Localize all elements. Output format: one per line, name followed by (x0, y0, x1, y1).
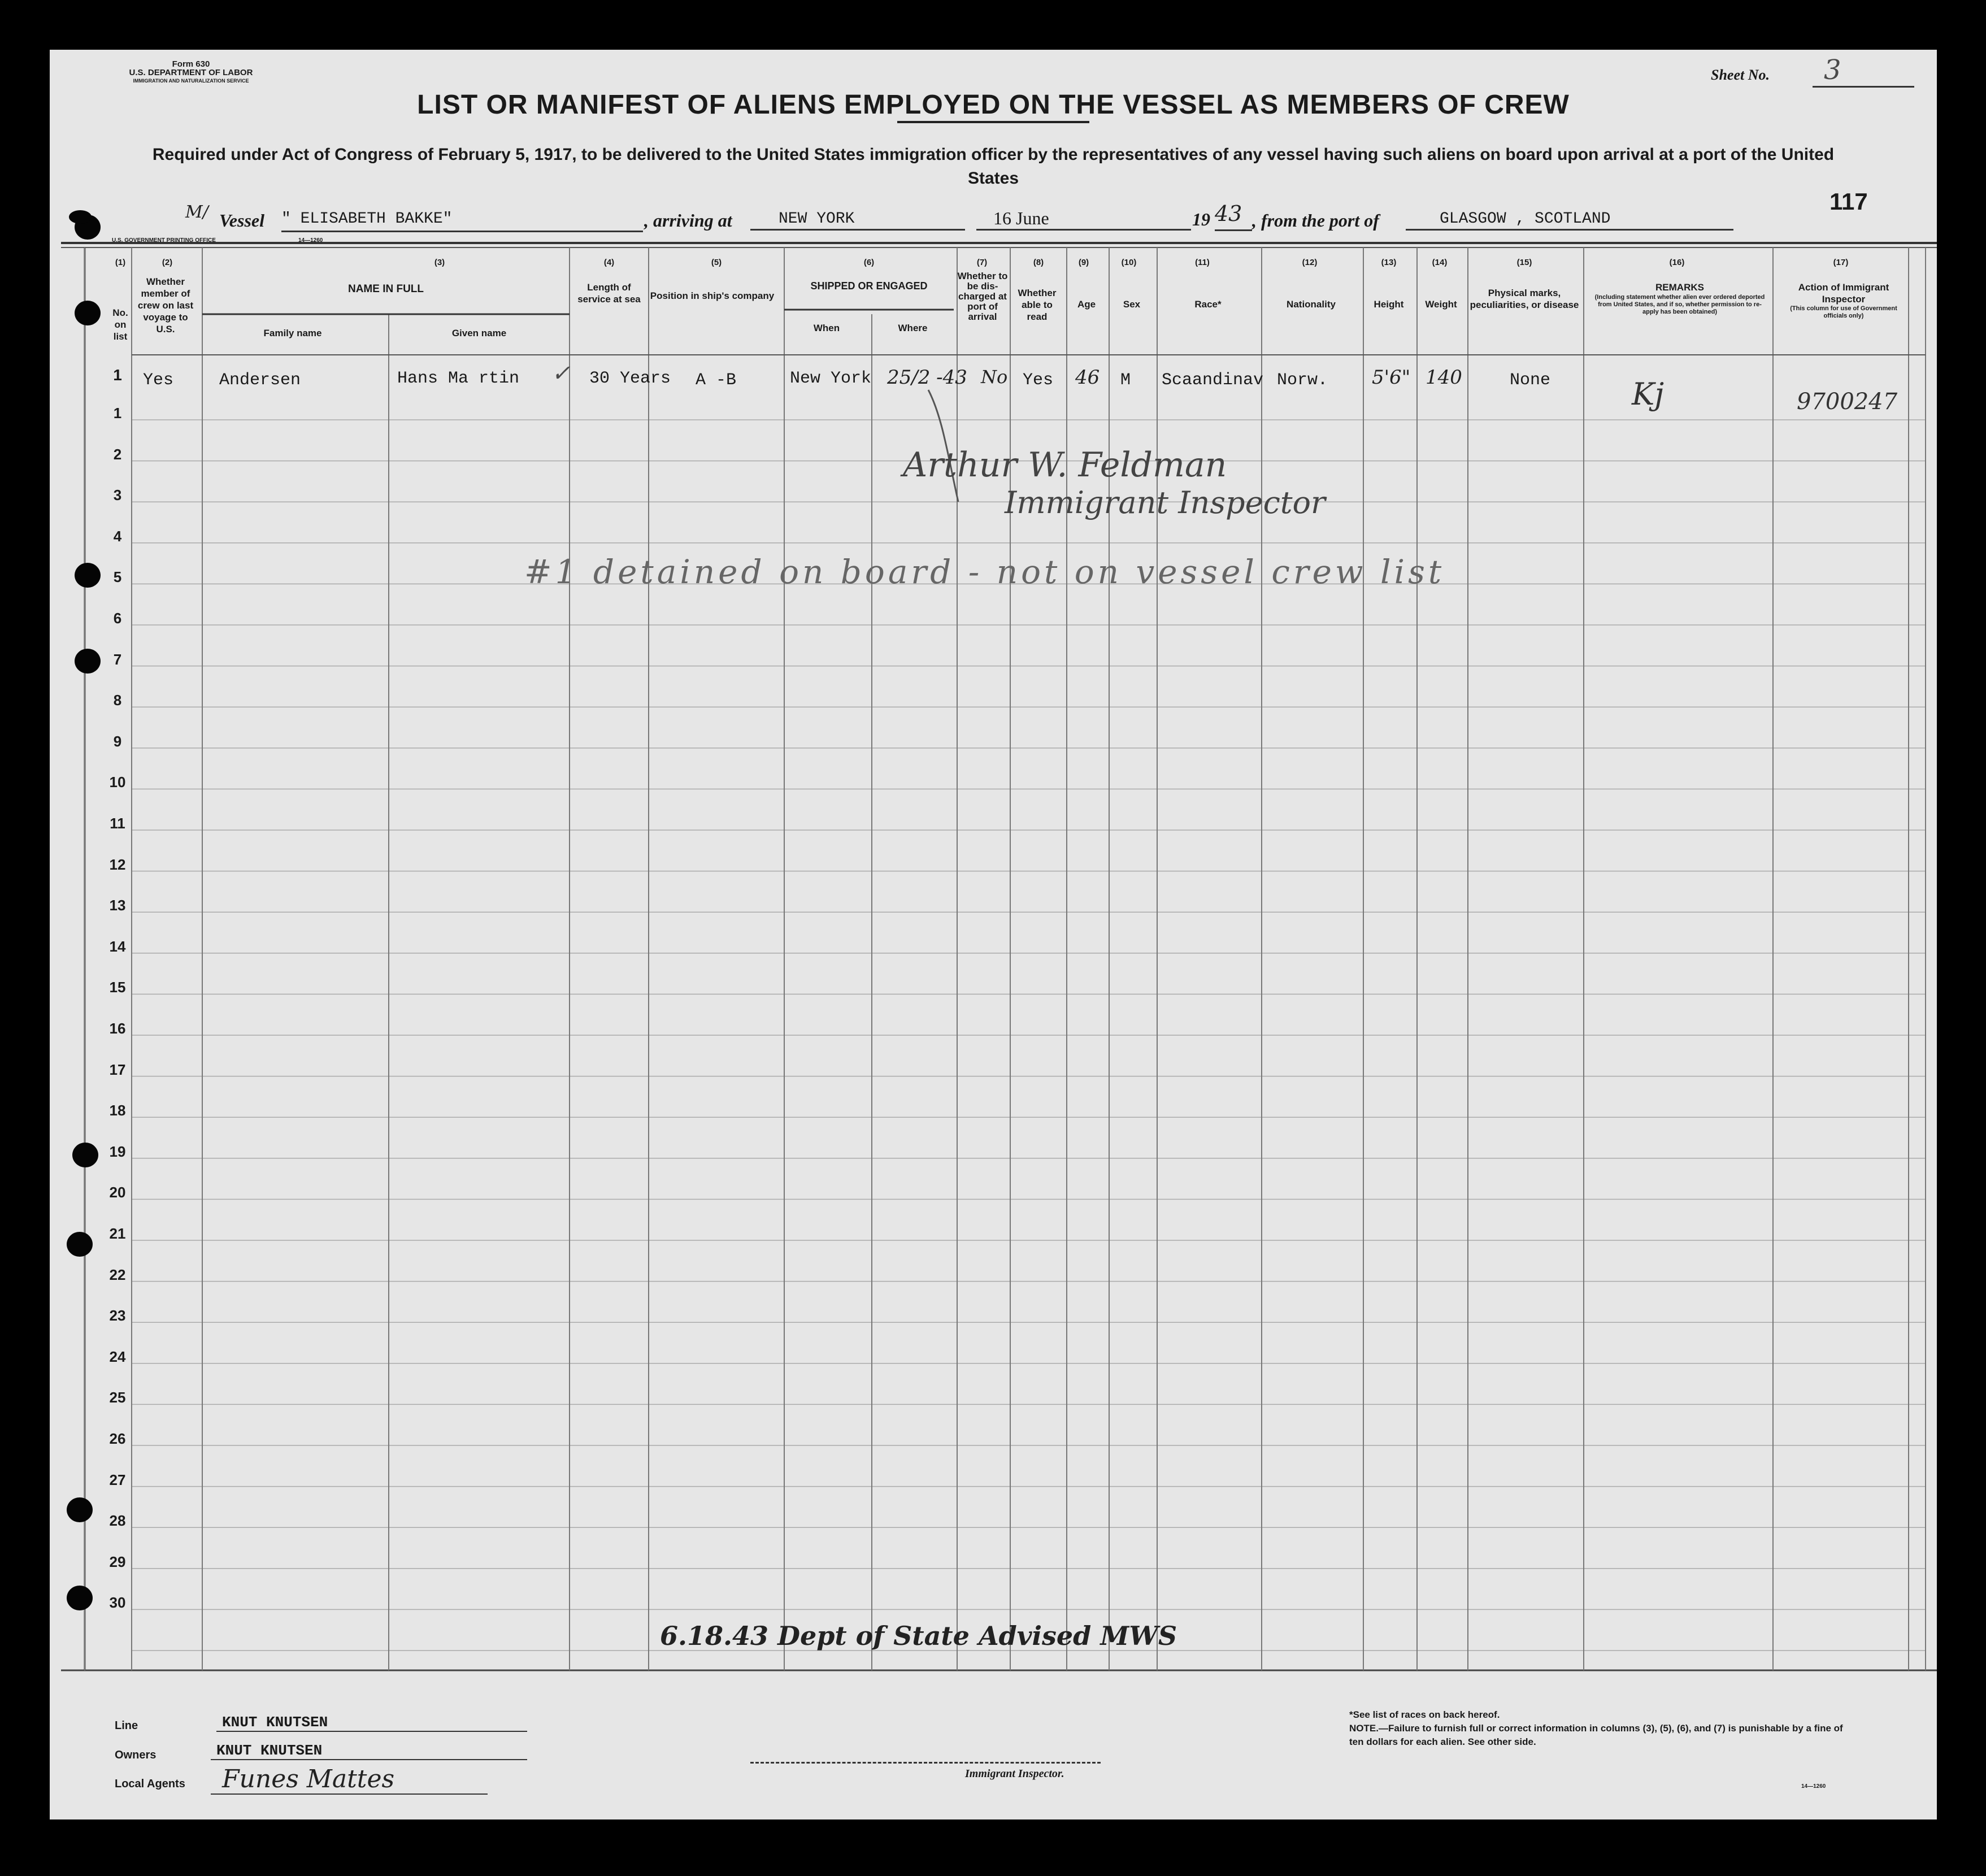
column-number: (3) (434, 258, 445, 267)
row-number: 8 (113, 692, 122, 709)
row-number: 27 (109, 1471, 126, 1488)
page-subtitle: Required under Act of Congress of February 5, 1917, to be delivered to the United States immigration officer by the representatives of any vessel having such aliens on board upon arrival at a port of the United States (152, 145, 1835, 188)
arrival-port: NEW YORK (750, 210, 965, 231)
printing-code: 14—1260 (298, 237, 323, 244)
row-number: 16 (109, 1020, 126, 1037)
vessel-prefix: M/ (185, 202, 208, 222)
owners-label: Owners (115, 1749, 157, 1761)
entry-weight: 140 (1426, 366, 1462, 389)
col-sex: Sex (1123, 299, 1141, 310)
arrival-date: 16 June (976, 208, 1191, 231)
row-number: 2 (113, 445, 122, 463)
manifest-sheet (50, 50, 1937, 1819)
col-name-in-full: NAME IN FULL (347, 283, 424, 295)
entry-sex: M (1120, 371, 1131, 390)
col-shipped-when: When (813, 323, 840, 333)
punch-hole (75, 649, 101, 674)
page-title: LIST OR MANIFEST OF ALIENS EMPLOYED ON THE VESSEL AS MEMBERS OF CREW (417, 90, 1570, 120)
line-value: KNUT KNUTSEN (216, 1714, 527, 1732)
row-number: 25 (109, 1389, 126, 1406)
inspector-signature-line (750, 1762, 1101, 1764)
col-able-to-read: Whether able to read (1018, 288, 1057, 322)
column-number: (11) (1195, 258, 1210, 267)
col-given-name: Given name (451, 328, 507, 338)
col-inspector-action: Action of Immigrant Inspector (1798, 282, 1889, 305)
punch-hole (69, 210, 92, 224)
row-number: 24 (109, 1348, 126, 1365)
col-family-name: Family name (263, 328, 322, 338)
sheet-number-label: Sheet No. (1711, 67, 1770, 83)
punch-hole (75, 563, 101, 588)
entry-inspector-action: 9700247 (1797, 389, 1898, 415)
row-number: 26 (109, 1430, 126, 1447)
row-number: 11 (110, 815, 125, 832)
line-label: Line (115, 1719, 138, 1732)
row-number: 20 (109, 1184, 126, 1201)
punch-hole (67, 1232, 93, 1257)
col-position: Position in ship's company (650, 290, 775, 301)
col-age: Age (1077, 299, 1096, 310)
col-inspector-note: (This column for use of Government officials only) (1790, 305, 1897, 319)
vessel-name: " ELISABETH BAKKE" (281, 210, 643, 232)
column-number: (15) (1516, 258, 1532, 267)
column-number: (13) (1381, 258, 1397, 267)
row-number: 6 (113, 610, 122, 627)
col-weight: Weight (1425, 299, 1457, 310)
row-number: 23 (109, 1307, 126, 1325)
row-number: 4 (113, 527, 122, 545)
col-discharged: Whether to be dis-charged at port of arrival (957, 271, 1008, 322)
entry-height: 5'6" (1372, 366, 1411, 389)
row-number: 14 (109, 937, 126, 955)
col-shipped-engaged: SHIPPED OR ENGAGED (810, 280, 928, 292)
arriving-label: , arriving at (644, 210, 732, 231)
entry-given-name: Hans Ma rtin (397, 369, 520, 388)
race-note: *See list of races on back hereof. (1349, 1709, 1500, 1720)
column-number: (6) (863, 258, 875, 267)
entry-remarks: Kj (1632, 376, 1665, 412)
inspector-label: Immigrant Inspector. (965, 1768, 1064, 1780)
row-number: 15 (109, 979, 126, 996)
row-number: 7 (113, 650, 122, 668)
row-number: 21 (109, 1225, 126, 1242)
row-number: 12 (109, 856, 126, 873)
penalty-note: NOTE.—Failure to furnish full or correct information in columns (3), (5), (6), and (7) is punishable by a fine of ten dollars for each alien. See other side. (1349, 1723, 1843, 1747)
entry-family-name: Andersen (219, 371, 301, 390)
sheet-number: 3 (1813, 54, 1914, 88)
column-number: (2) (162, 258, 173, 267)
col-height: Height (1374, 299, 1404, 310)
column-number: (12) (1302, 258, 1318, 267)
entry-able-to-read: Yes (1023, 371, 1054, 390)
col-physical-marks: Physical marks, peculiarities, or disease (1470, 288, 1579, 310)
page-number: 117 (1829, 188, 1868, 215)
local-agents-label: Local Agents (115, 1778, 185, 1790)
column-number: (17) (1833, 258, 1849, 267)
footer-notes (1349, 1708, 1846, 1749)
arrival-year: 43 (1215, 201, 1252, 231)
col-remarks-note: (Including statement whether alien ever ordered deported from United States, and if so, whether permission to re-apply has been obtained) (1594, 294, 1765, 315)
from-port: GLASGOW , SCOTLAND (1406, 210, 1733, 231)
entry-shipped-when: New York (790, 369, 872, 388)
column-number: (9) (1078, 258, 1089, 267)
entry-physical-marks: None (1510, 371, 1551, 390)
year-prefix: 19 (1192, 209, 1210, 229)
column-number: (5) (711, 258, 722, 267)
owners-value: KNUT KNUTSEN (211, 1742, 527, 1760)
row-number: 28 (109, 1512, 126, 1530)
detained-note: #1 detained on board - not on vessel crew list (524, 553, 1445, 591)
row-number: 1 (113, 405, 122, 422)
row-number: 22 (109, 1266, 126, 1283)
inspector-signature: Arthur W. Feldman (903, 445, 1227, 485)
punch-hole (67, 1586, 93, 1610)
entry-age: 46 (1075, 366, 1100, 389)
entry-position: A -B (696, 371, 737, 390)
column-number: (10) (1121, 258, 1137, 267)
row-number: 9 (113, 732, 122, 750)
column-number: (1) (115, 258, 126, 267)
col-no-on-list: No. on list (112, 307, 128, 342)
col-last-voyage: Whether member of crew on last voyage to U.S. (137, 276, 194, 335)
column-number: (4) (603, 258, 615, 267)
local-agents-signature: Funes Mattes (211, 1765, 488, 1795)
row-number: 3 (113, 487, 122, 504)
column-number: (7) (976, 258, 988, 267)
entry-last-voyage: Yes (143, 371, 174, 390)
punch-hole (72, 1143, 98, 1167)
row-number: 17 (109, 1061, 126, 1078)
row-number: 10 (109, 774, 126, 791)
row-number: 18 (109, 1102, 126, 1119)
punch-hole (75, 301, 101, 325)
column-number: (8) (1033, 258, 1044, 267)
col-shipped-where: Where (898, 323, 928, 333)
from-port-label: , from the port of (1252, 210, 1379, 231)
row-number: 30 (109, 1594, 126, 1612)
punch-hole (67, 1497, 93, 1522)
inspector-signature-title: Immigrant Inspector (1005, 485, 1326, 520)
vessel-label: Vessel (219, 210, 264, 231)
form-number: Form 630 (172, 59, 210, 69)
entry-shipped-where: 25/2 -43 (887, 366, 967, 389)
state-dept-note: 6.18.43 Dept of State Advised MWS (660, 1621, 1177, 1651)
column-number: (16) (1669, 258, 1685, 267)
column-number: (14) (1432, 258, 1448, 267)
col-length-of-service: Length of service at sea (577, 282, 641, 305)
entry-service: 30 Years (589, 369, 671, 388)
row-number: 5 (113, 568, 122, 586)
col-race: Race* (1194, 299, 1222, 310)
check-mark: ✓ (551, 361, 571, 387)
printing-office: U.S. GOVERNMENT PRINTING OFFICE (112, 237, 216, 244)
entry-discharged: No (981, 366, 1008, 388)
row-number: 19 (109, 1143, 126, 1160)
entry-nationality: Norw. (1277, 371, 1328, 390)
col-remarks: REMARKS (1655, 282, 1704, 293)
entry-no: 1 (113, 366, 122, 384)
form-service: IMMIGRATION AND NATURALIZATION SERVICE (133, 78, 249, 84)
col-nationality: Nationality (1287, 299, 1336, 310)
row-number: 13 (109, 897, 126, 914)
row-number: 29 (109, 1553, 126, 1570)
form-dept: U.S. DEPARTMENT OF LABOR (129, 68, 253, 77)
entry-race: Scaandinav (1162, 371, 1264, 390)
footer-code: 14—1260 (1801, 1783, 1826, 1790)
